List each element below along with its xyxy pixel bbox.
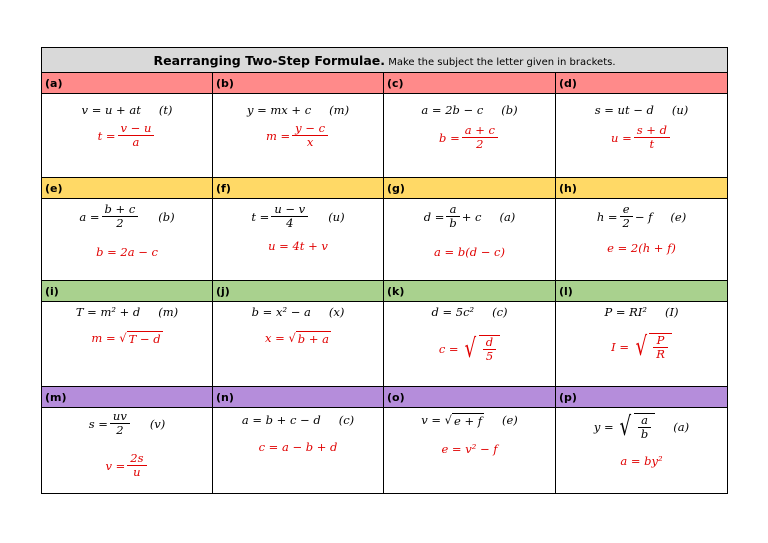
question-n: a = b + c − d (c) — [241, 413, 355, 427]
cell-o — [384, 408, 556, 494]
question-a: v = u + at (t) — [81, 103, 173, 117]
question-g: d = $\frac{a}{b}$ + c (a) — [423, 202, 516, 230]
label-i: (i) — [42, 281, 213, 302]
answer-i: m = √ T − d — [91, 331, 161, 346]
question-l: P = RI² (I) — [604, 305, 679, 319]
label-p: (p) — [556, 387, 728, 408]
cell-j — [213, 302, 384, 387]
answer-c: b = $\frac{a + c}{2}$ — [384, 124, 555, 151]
label-m: (m) — [42, 387, 213, 408]
question-e: a = $\frac{b + c}{2}$ (b) — [79, 202, 175, 230]
worksheet-title: Rearranging Two-Step Formulae. — [153, 52, 385, 68]
label-n: (n) — [213, 387, 384, 408]
question-i: T = m² + d (m) — [75, 305, 179, 319]
cell-m — [42, 408, 213, 494]
answer-a: t = $\frac{v - u}{a}$ — [42, 122, 212, 149]
cell-i — [42, 302, 213, 387]
answer-o: e = v² − f — [441, 442, 498, 456]
cell-c — [384, 94, 556, 178]
answer-b: m = $\frac{y - c}{x}$ — [213, 122, 383, 149]
label-b: (b) — [213, 73, 384, 94]
label-o: (o) — [384, 387, 556, 408]
label-c: (c) — [384, 73, 556, 94]
question-h: h = $\frac{e}{2}$ − f (e) — [596, 202, 687, 230]
question-b: y = mx + c (m) — [246, 103, 350, 117]
cell-f — [213, 199, 384, 281]
question-p: y = √ $\frac{a}{b}$ (a) — [593, 412, 690, 442]
label-j: (j) — [213, 281, 384, 302]
label-h: (h) — [556, 178, 728, 199]
question-c: a = 2b − c (b) — [421, 103, 518, 117]
question-k: d = 5c² (c) — [431, 305, 508, 319]
question-m: s = $\frac{uv}{2}$ (v) — [88, 409, 166, 437]
cell-a — [42, 94, 213, 178]
formulae-worksheet — [41, 47, 728, 494]
answer-j: x = √ b + a — [265, 331, 329, 346]
answer-n: c = a − b + d — [258, 440, 338, 454]
label-f: (f) — [213, 178, 384, 199]
label-d: (d) — [556, 73, 728, 94]
label-g: (g) — [384, 178, 556, 199]
cell-e — [42, 199, 213, 281]
label-e: (e) — [42, 178, 213, 199]
cell-p — [556, 408, 728, 494]
label-l: (l) — [556, 281, 728, 302]
answer-l: I = √ $\frac{P}{R}$ — [556, 332, 727, 362]
cell-h — [556, 199, 728, 281]
worksheet-instruction: Make the subject the letter given in brackets. — [388, 56, 616, 68]
cell-d — [556, 94, 728, 178]
label-k: (k) — [384, 281, 556, 302]
question-f: t = $\frac{u - v}{4}$ (u) — [251, 202, 345, 230]
worksheet-title-bar — [42, 48, 728, 73]
label-a: (a) — [42, 73, 213, 94]
cell-l — [556, 302, 728, 387]
answer-d: u = $\frac{s + d}{t}$ — [556, 124, 727, 151]
cell-k — [384, 302, 556, 387]
question-d: s = ut − d (u) — [594, 103, 689, 117]
answer-g: a = b(d − c) — [434, 245, 505, 259]
cell-g — [384, 199, 556, 281]
answer-f: u = 4t + v — [268, 239, 328, 253]
question-j: b = x² − a (x) — [251, 305, 345, 319]
cell-n — [213, 408, 384, 494]
answer-p: a = by² — [620, 454, 663, 468]
cell-b — [213, 94, 384, 178]
question-o: v = √ e + f (e) — [421, 413, 518, 428]
answer-m: v = $\frac{2s}{u}$ — [42, 452, 212, 479]
answer-e: b = 2a − c — [96, 245, 158, 259]
answer-h: e = 2(h + f) — [607, 241, 676, 255]
answer-k: c = √ $\frac{d}{5}$ — [384, 334, 555, 364]
